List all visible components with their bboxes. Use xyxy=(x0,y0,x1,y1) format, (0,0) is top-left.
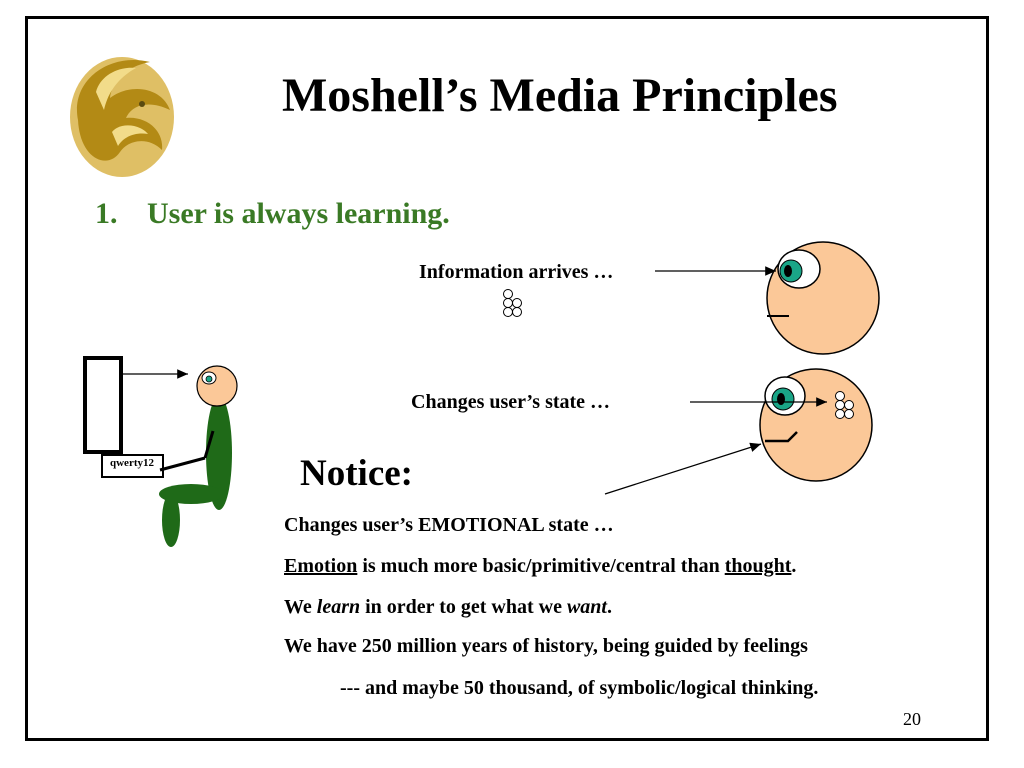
ucf-pegasus-logo xyxy=(70,57,174,177)
line2-end: . xyxy=(791,555,797,577)
arrow-emotion xyxy=(605,444,761,494)
label-info-arrives: Information arrives … xyxy=(419,261,614,283)
point-number: 1. xyxy=(95,197,118,230)
body-line-2 xyxy=(284,555,796,578)
body-line-3 xyxy=(284,596,612,619)
thought-word: thought xyxy=(724,555,792,577)
line2-mid: is much more basic/primitive/central than xyxy=(357,555,725,577)
point-text: User is always learning. xyxy=(147,197,450,230)
molecule-icon xyxy=(504,290,522,317)
body-line-4: We have 250 million years of history, being guided by feelings xyxy=(284,635,808,657)
principle-point xyxy=(95,197,450,231)
line3-e: . xyxy=(606,596,612,618)
body-line-1: Changes user’s EMOTIONAL state … xyxy=(284,514,614,536)
line3-a: We xyxy=(284,596,317,618)
computer-monitor-icon xyxy=(85,358,121,452)
keyboard-label: qwerty12 xyxy=(110,457,154,469)
slide-title: Moshell’s Media Principles xyxy=(282,69,838,122)
line3-c: in order to get what we xyxy=(360,596,567,618)
emotion-word: Emotion xyxy=(284,555,358,577)
learn-word: learn xyxy=(316,596,361,618)
notice-heading: Notice: xyxy=(300,453,413,494)
head-top xyxy=(767,242,879,354)
want-word: want xyxy=(566,596,607,618)
label-changes-state: Changes user’s state … xyxy=(411,391,611,413)
head-bottom xyxy=(760,369,872,481)
page-number: 20 xyxy=(903,709,921,729)
body-line-5: --- and maybe 50 thousand, of symbolic/logical thinking. xyxy=(340,677,819,699)
user-figure-icon xyxy=(159,366,237,547)
